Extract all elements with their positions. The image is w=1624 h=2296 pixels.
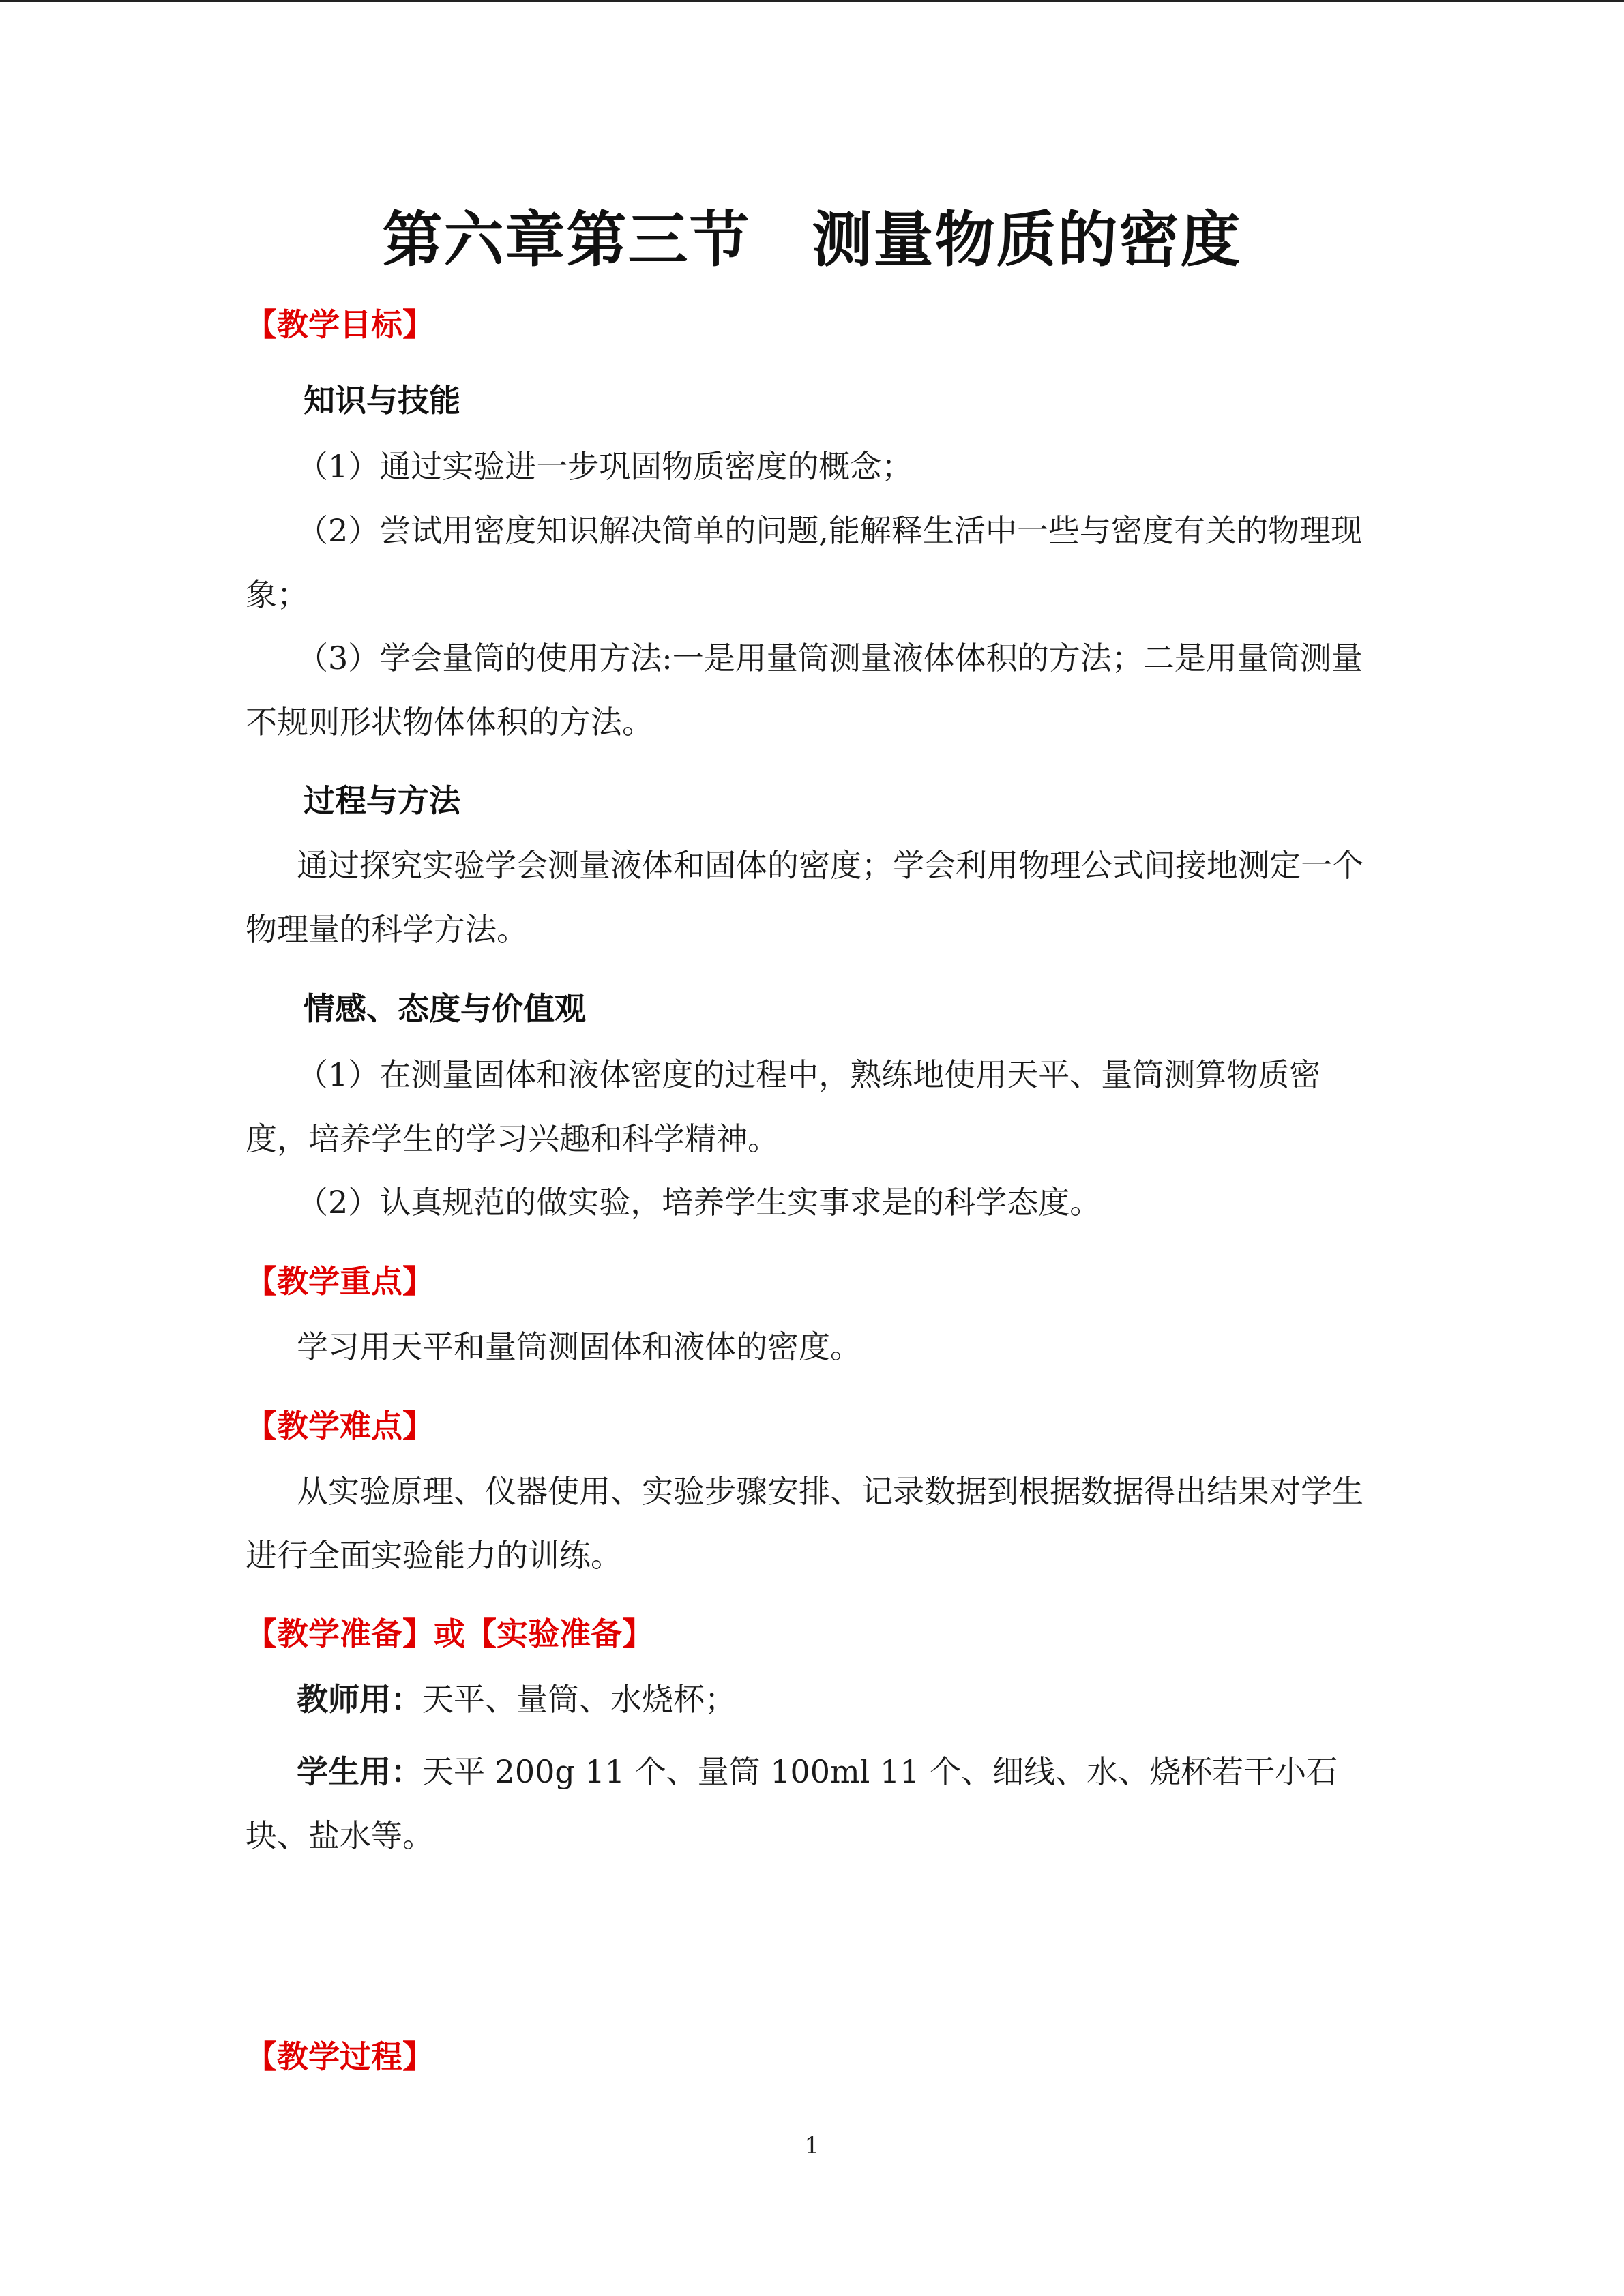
page-number: 1	[804, 2132, 820, 2160]
page-title: 第六章第三节 测量物质的密度	[382, 204, 1242, 275]
section-header-objectives: 【教学目标】	[246, 306, 434, 343]
attitude-item-2: （2）认真规范的做实验，培养学生实事求是的科学态度。	[297, 1184, 1102, 1221]
teacher-label: 教师用：	[297, 1681, 422, 1718]
knowledge-item-1: （1）通过实验进一步巩固物质密度的概念；	[297, 448, 913, 485]
teacher-preparation	[246, 1667, 1378, 1731]
section-header-preparation: 【教学准备】或【实验准备】	[246, 1615, 653, 1652]
attitude-item-1: （1）在测量固体和液体密度的过程中，熟练地使用天平、量筒测算物质密度，培养学生的学习兴趣和科学精神。	[246, 1056, 1321, 1157]
student-label: 学生用：	[297, 1753, 422, 1790]
subheading-process: 过程与方法	[304, 782, 460, 819]
knowledge-item-3: （3）学会量筒的使用方法:一是用量筒测量液体体积的方法；二是用量筒测量不规则形状物体体积的方法。	[246, 640, 1363, 741]
teacher-text: 天平、量筒、水烧杯；	[422, 1681, 736, 1718]
process-text: 通过探究实验学会测量液体和固体的密度；学会利用物理公式间接地测定一个物理量的科学方法。	[246, 847, 1363, 948]
difficulties-text: 从实验原理、仪器使用、实验步骤安排、记录数据到根据数据得出结果对学生进行全面实验能力的训练。	[246, 1473, 1363, 1574]
subheading-knowledge: 知识与技能	[304, 382, 460, 419]
key-points-text: 学习用天平和量筒测固体和液体的密度。	[297, 1328, 861, 1365]
section-header-process: 【教学过程】	[246, 2038, 434, 2075]
student-preparation	[246, 1740, 1378, 1868]
subheading-attitude: 情感、态度与价值观	[304, 990, 586, 1027]
knowledge-item-2: （2）尝试用密度知识解决简单的问题,能解释生活中一些与密度有关的物理现象；	[246, 512, 1362, 613]
section-header-difficulties: 【教学难点】	[246, 1407, 434, 1444]
student-text: 天平 200g 11 个、量筒 100ml 11 个、细线、水、烧杯若干小石块、盐水等。	[246, 1753, 1338, 1854]
section-header-key-points: 【教学重点】	[246, 1263, 434, 1300]
